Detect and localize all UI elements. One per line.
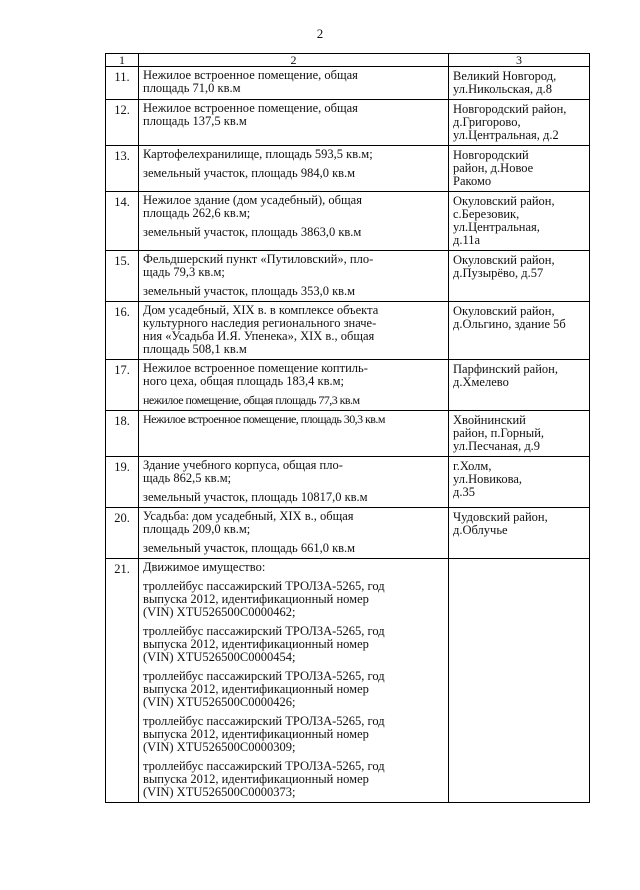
- location-line: д.Облучье: [453, 523, 508, 537]
- land-plot-line: земельный участок, площадь 10817,0 кв.м: [143, 490, 368, 504]
- column-header-description: 2: [139, 54, 449, 67]
- row-number: 13.: [106, 146, 139, 192]
- row-location: [449, 302, 590, 360]
- row-number: 16.: [106, 302, 139, 360]
- location-line: д.Григорово,: [453, 115, 521, 129]
- table-row: [106, 251, 590, 302]
- trolleybus-line: (VIN) XTU526500C0000309;: [143, 740, 296, 754]
- row-description: [139, 192, 449, 251]
- row-description: [139, 67, 449, 100]
- trolleybus-line: (VIN) XTU526500C0000462;: [143, 605, 296, 619]
- trolleybus-line: выпуска 2012, идентификационный номер: [143, 592, 369, 606]
- description-line: ного цеха, общая площадь 183,4 кв.м;: [143, 374, 345, 388]
- trolleybus-line: троллейбус пассажирский ТРОЛЗА-5265, год: [143, 714, 385, 728]
- description-line: Нежилое встроенное помещение коптиль-: [143, 361, 368, 375]
- description-line: Нежилое встроенное помещение, общая: [143, 68, 358, 82]
- trolleybus-line: троллейбус пассажирский ТРОЛЗА-5265, год: [143, 624, 385, 638]
- location-line: Чудовский район,: [453, 510, 548, 524]
- row-location: [449, 360, 590, 411]
- location-line: д.Ольгино, здание 5б: [453, 317, 566, 331]
- location-line: ул.Центральная, д.2: [453, 128, 559, 142]
- location-line: с.Березовик,: [453, 207, 520, 221]
- description-line: площадь 508,1 кв.м: [143, 342, 247, 356]
- trolleybus-line: троллейбус пассажирский ТРОЛЗА-5265, год: [143, 669, 385, 683]
- location-line: район, д.Новое: [453, 161, 534, 175]
- table-row: [106, 457, 590, 508]
- location-line: Парфинский район,: [453, 362, 558, 376]
- row-location: [449, 411, 590, 457]
- description-line: площадь 209,0 кв.м;: [143, 522, 251, 536]
- land-plot-line: нежилое помещение, общая площадь 77,3 кв.м: [143, 393, 360, 407]
- trolleybus-line: выпуска 2012, идентификационный номер: [143, 682, 369, 696]
- land-plot-line: земельный участок, площадь 661,0 кв.м: [143, 541, 356, 555]
- table-row: [106, 508, 590, 559]
- table-row: [106, 360, 590, 411]
- location-line: Окуловский район,: [453, 194, 555, 208]
- description-line: Нежилое встроенное помещение, общая: [143, 101, 358, 115]
- location-line: Великий Новгород,: [453, 69, 557, 83]
- table-row-movable: [106, 559, 590, 803]
- trolleybus-line: (VIN) XTU526500C0000426;: [143, 695, 296, 709]
- row-number: 12.: [106, 100, 139, 146]
- table-row: [106, 192, 590, 251]
- description-line: площадь 71,0 кв.м: [143, 81, 241, 95]
- row-description: [139, 302, 449, 360]
- row-location: [449, 559, 590, 803]
- row-number: 21.: [106, 559, 139, 803]
- page-number: 2: [316, 26, 324, 41]
- description-line: культурного наследия регионального значе-: [143, 316, 377, 330]
- location-line: г.Холм,: [453, 459, 492, 473]
- row-location: [449, 67, 590, 100]
- land-plot-line: земельный участок, площадь 984,0 кв.м: [143, 166, 356, 180]
- trolleybus-line: выпуска 2012, идентификационный номер: [143, 772, 369, 786]
- description-line: щадь 79,3 кв.м;: [143, 265, 225, 279]
- row-description: [139, 411, 449, 457]
- table-row: [106, 302, 590, 360]
- land-plot-line: земельный участок, площадь 353,0 кв.м: [143, 284, 356, 298]
- description-line: ния «Усадьба И.Я. Упенека», XIX в., общая: [143, 329, 375, 343]
- row-location: [449, 251, 590, 302]
- location-line: ул.Центральная,: [453, 220, 540, 234]
- row-number: 20.: [106, 508, 139, 559]
- land-plot-line: земельный участок, площадь 3863,0 кв.м: [143, 225, 362, 239]
- description-line: Дом усадебный, XIX в. в комплексе объекта: [143, 303, 379, 317]
- location-line: Окуловский район,: [453, 253, 555, 267]
- row-number: 17.: [106, 360, 139, 411]
- location-line: д.35: [453, 485, 475, 499]
- table-row: [106, 100, 590, 146]
- trolleybus-line: троллейбус пассажирский ТРОЛЗА-5265, год: [143, 759, 385, 773]
- location-line: ул.Новикова,: [453, 472, 523, 486]
- column-header-location: 3: [449, 54, 590, 67]
- description-line: Нежилое здание (дом усадебный), общая: [143, 193, 362, 207]
- table-row: [106, 67, 590, 100]
- trolleybus-line: (VIN) XTU526500C0000373;: [143, 785, 296, 799]
- row-description: [139, 251, 449, 302]
- table-row: [106, 146, 590, 192]
- row-location: [449, 457, 590, 508]
- description-line: Усадьба: дом усадебный, XIX в., общая: [143, 509, 354, 523]
- row-location: [449, 192, 590, 251]
- location-line: д.11а: [453, 233, 481, 247]
- row-number: 19.: [106, 457, 139, 508]
- movable-title: Движимое имущество:: [143, 560, 266, 574]
- location-line: Новгородский: [453, 148, 529, 162]
- row-location: [449, 508, 590, 559]
- table-body: [106, 54, 590, 803]
- column-header-number: 1: [106, 54, 139, 67]
- location-line: Ракомо: [453, 174, 492, 188]
- row-location: [449, 146, 590, 192]
- location-line: ул.Песчаная, д.9: [453, 439, 541, 453]
- row-location: [449, 100, 590, 146]
- row-description: [139, 457, 449, 508]
- description-line: Нежилое встроенное помещение, площадь 30,3 кв.м: [143, 412, 385, 426]
- property-table: [105, 53, 590, 803]
- trolleybus-line: выпуска 2012, идентификационный номер: [143, 637, 369, 651]
- row-description: [139, 146, 449, 192]
- description-line: Здание учебного корпуса, общая пло-: [143, 458, 343, 472]
- table-header-row: [106, 54, 590, 67]
- description-line: Фельдшерский пункт «Путиловский», пло-: [143, 252, 374, 266]
- location-line: Новгородский район,: [453, 102, 567, 116]
- row-number: 14.: [106, 192, 139, 251]
- row-number: 18.: [106, 411, 139, 457]
- trolleybus-line: (VIN) XTU526500C0000454;: [143, 650, 296, 664]
- row-number: 11.: [106, 67, 139, 100]
- description-line: площадь 137,5 кв.м: [143, 114, 247, 128]
- location-line: Окуловский район,: [453, 304, 555, 318]
- location-line: Хвойнинский: [453, 413, 526, 427]
- location-line: д.Пузырёво, д.57: [453, 266, 544, 280]
- trolleybus-line: выпуска 2012, идентификационный номер: [143, 727, 369, 741]
- movable-description: [139, 559, 449, 803]
- location-line: д.Хмелево: [453, 375, 509, 389]
- location-line: ул.Никольская, д.8: [453, 82, 552, 96]
- description-line: площадь 262,6 кв.м;: [143, 206, 251, 220]
- description-line: Картофелехранилище, площадь 593,5 кв.м;: [143, 147, 373, 161]
- row-description: [139, 360, 449, 411]
- table-row: [106, 411, 590, 457]
- row-number: 15.: [106, 251, 139, 302]
- row-description: [139, 100, 449, 146]
- description-line: щадь 862,5 кв.м;: [143, 471, 232, 485]
- location-line: район, п.Горный,: [453, 426, 545, 440]
- row-description: [139, 508, 449, 559]
- trolleybus-line: троллейбус пассажирский ТРОЛЗА-5265, год: [143, 579, 385, 593]
